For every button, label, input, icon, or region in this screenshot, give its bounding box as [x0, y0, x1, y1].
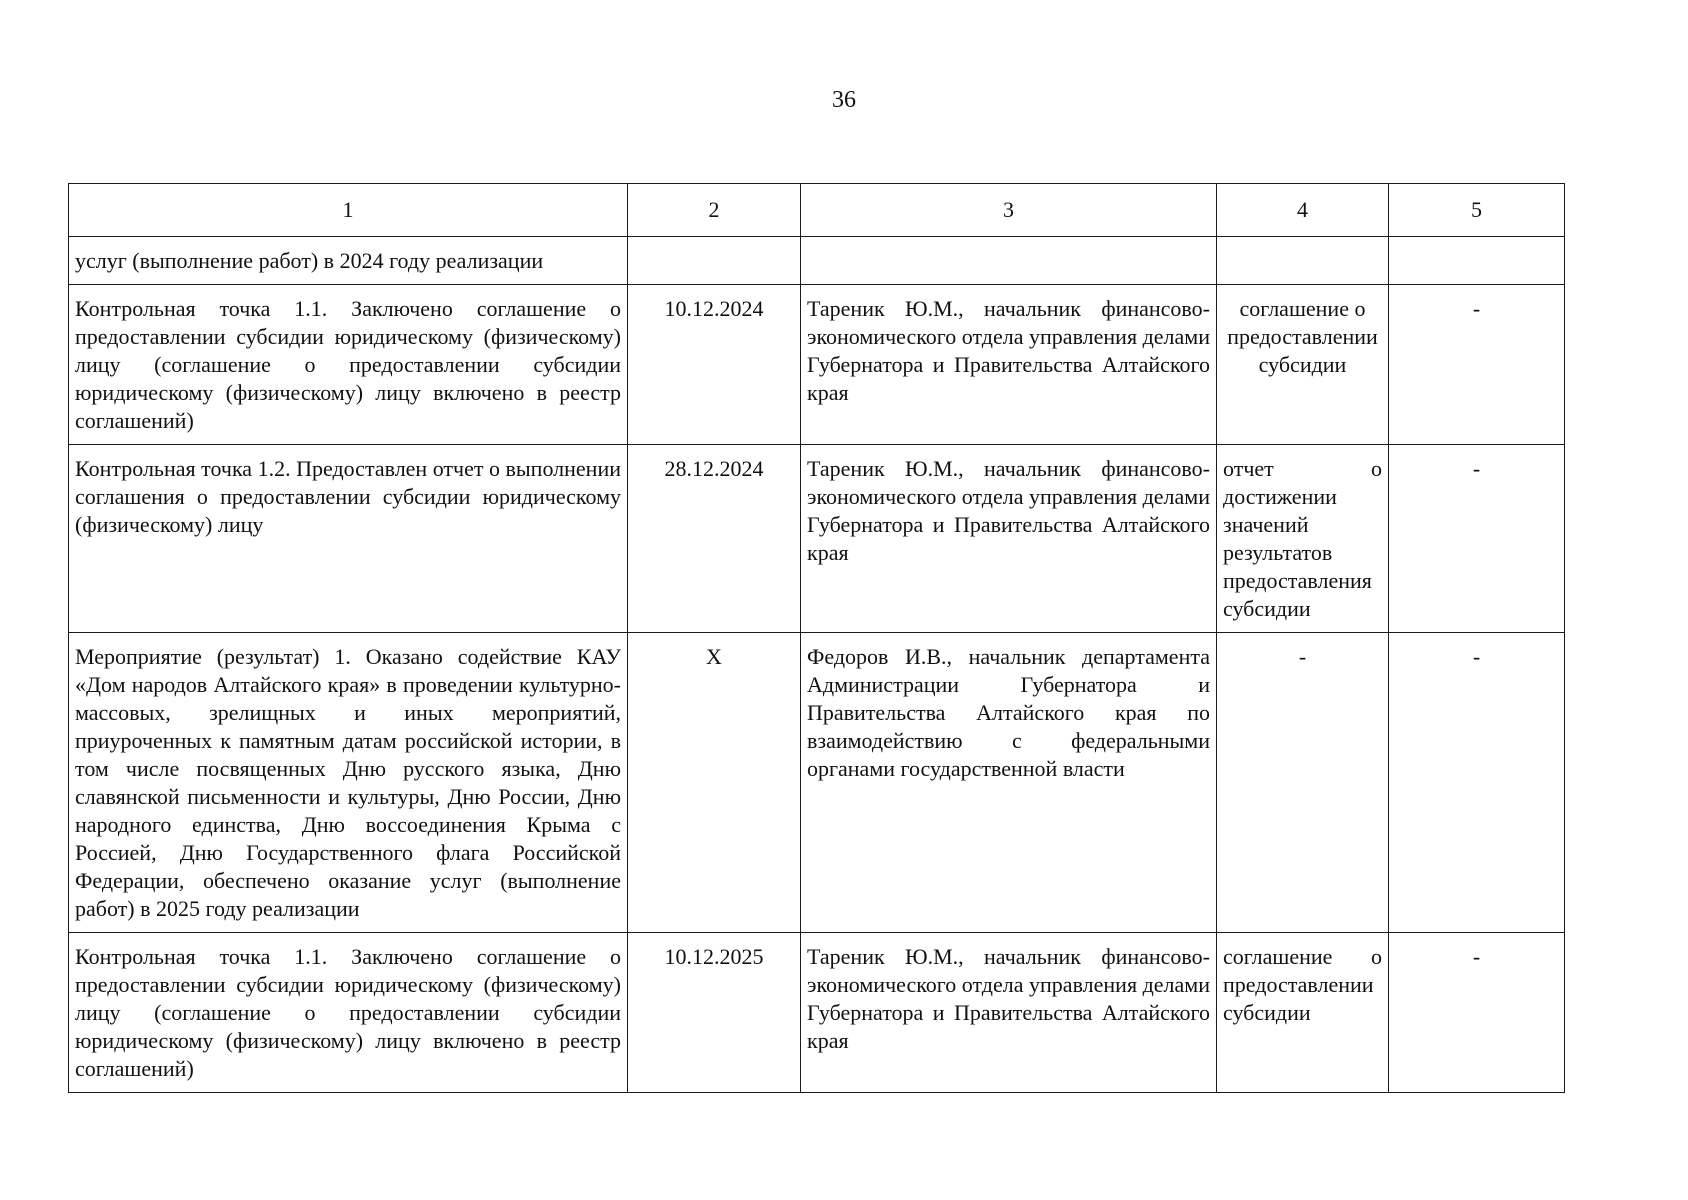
- table-header-row: [69, 184, 1565, 237]
- table-row: [69, 237, 1565, 285]
- page-number: 36: [832, 87, 856, 113]
- row-responsible-cell: [801, 237, 1217, 285]
- row-description-cell: Мероприятие (результат) 1. Оказано содействие КАУ «Дом народов Алтайского края» в проведении культурно-массовых, зрелищных и иных мероприятий, приуроченных к памятным датам российской истории, в том числе посвященных Дню русского языка, Дню славянской письменности и культуры, Дню России, Дню народного единства, Дню воссоединения Крыма с Россией, Дню Государственного флага Российской Федерации, обеспечено оказание услуг (выполнение работ) в 2025 году реализации: [69, 633, 628, 933]
- row-responsible-cell: Тареник Ю.М., начальник финансово-экономического отдела управления делами Губернатора и Правительства Алтайского края: [801, 933, 1217, 1093]
- row-note-cell: -: [1389, 285, 1565, 445]
- row-date-cell: Х: [628, 633, 801, 933]
- column-header-4: 4: [1217, 184, 1389, 237]
- row-responsible-cell: Федоров И.В., начальник департамента Администрации Губернатора и Правительства Алтайского края по взаимодействию с федеральными органами государственной власти: [801, 633, 1217, 933]
- row-note-cell: -: [1389, 933, 1565, 1093]
- row-document-cell: [1217, 237, 1389, 285]
- column-header-3: 3: [801, 184, 1217, 237]
- column-header-1: 1: [69, 184, 628, 237]
- row-description-cell: Контрольная точка 1.1. Заключено соглашение о предоставлении субсидии юридическому (физическому) лицу (соглашение о предоставлении субсидии юридическому (физическому) лицу включено в реестр соглашений): [69, 933, 628, 1093]
- row-note-cell: -: [1389, 633, 1565, 933]
- row-description-cell: Контрольная точка 1.1. Заключено соглашение о предоставлении субсидии юридическому (физическому) лицу (соглашение о предоставлении субсидии юридическому (физическому) лицу включено в реестр соглашений): [69, 285, 628, 445]
- row-responsible-cell: Тареник Ю.М., начальник финансово-экономического отдела управления делами Губернатора и Правительства Алтайского края: [801, 445, 1217, 633]
- events-table: [68, 183, 1565, 1093]
- row-description-cell: услуг (выполнение работ) в 2024 году реализации: [69, 237, 628, 285]
- row-document-cell: -: [1217, 633, 1389, 933]
- row-note-cell: -: [1389, 445, 1565, 633]
- row-responsible-cell: Тареник Ю.М., начальник финансово-экономического отдела управления делами Губернатора и Правительства Алтайского края: [801, 285, 1217, 445]
- table-row: [69, 933, 1565, 1093]
- table-row: [69, 633, 1565, 933]
- row-date-cell: 10.12.2025: [628, 933, 801, 1093]
- row-date-cell: 10.12.2024: [628, 285, 801, 445]
- row-note-cell: [1389, 237, 1565, 285]
- row-date-cell: 28.12.2024: [628, 445, 801, 633]
- row-description-cell: Контрольная точка 1.2. Предоставлен отчет о выполнении соглашения о предоставлении субсидии юридическому (физическому) лицу: [69, 445, 628, 633]
- table-row: [69, 445, 1565, 633]
- row-document-cell: соглашение о предоставлении субсидии: [1217, 933, 1389, 1093]
- row-document-cell: соглашение о предоставлении субсидии: [1217, 285, 1389, 445]
- table-row: [69, 285, 1565, 445]
- column-header-5: 5: [1389, 184, 1565, 237]
- row-date-cell: [628, 237, 801, 285]
- row-document-cell: отчет о достижении значений результатов предоставления субсидии: [1217, 445, 1389, 633]
- column-header-2: 2: [628, 184, 801, 237]
